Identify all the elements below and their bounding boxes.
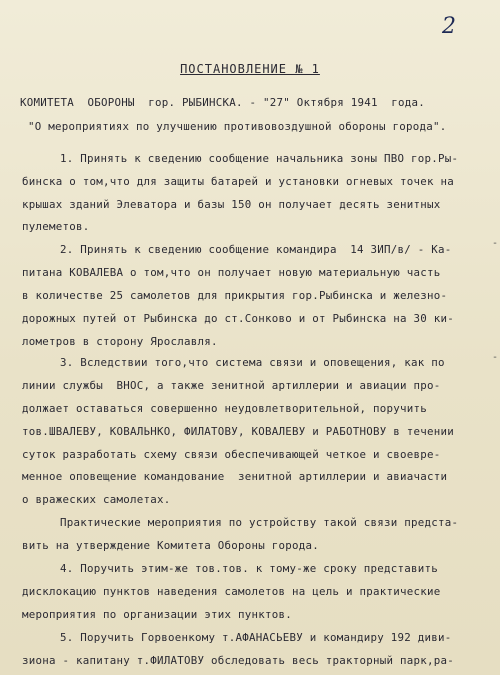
body-line: 1. Принять к сведению сообщение начальника зоны ПВО гор.Ры- xyxy=(60,152,459,165)
document-title: ПОСТАНОВЛЕНИЕ № 1 xyxy=(180,62,320,76)
body-line: 4. Поручить этим-же тов.тов. к тому-же сроку представить xyxy=(60,562,439,575)
margin-mark: - xyxy=(491,238,498,249)
body-line: крышах зданий Элеватора и базы 150 он получает десять зенитных xyxy=(22,198,441,211)
header-subject-line: "О мероприятиях по улучшению противовоздушной обороны города". xyxy=(28,120,447,133)
body-line: менное оповещение командование зенитной артиллерии и авиачасти xyxy=(22,470,448,483)
body-line: тов.ШВАЛЕВУ, КОВАЛЬНКО, ФИЛАТОВУ, КОВАЛЕВУ и РАБОТНОВУ в течении xyxy=(22,425,455,438)
body-line: 2. Принять к сведению сообщение командира 14 ЗИП/в/ - Ка- xyxy=(60,243,452,256)
body-line: Практические мероприятия по устройству такой связи предста- xyxy=(60,516,459,529)
body-line: бинска о том,что для защиты батарей и установки огневых точек на xyxy=(22,175,455,188)
body-line: мероприятия по организации этих пунктов. xyxy=(22,608,293,621)
body-line: питана КОВАЛЕВА о том,что он получает новую материальную часть xyxy=(22,266,441,279)
margin-mark: - xyxy=(491,352,498,363)
body-line: лометров в сторону Ярославля. xyxy=(22,335,218,348)
header-committee-line: КОМИТЕТА ОБОРОНЫ гор. РЫБИНСКА. - "27" Октября 1941 года. xyxy=(20,96,426,109)
body-line: суток разработать схему связи обеспечивающей четкое и своевре- xyxy=(22,448,441,461)
body-line: в количестве 25 самолетов для прикрытия гор.Рыбинска и железно- xyxy=(22,289,448,302)
page-number: 2 xyxy=(442,14,456,39)
body-line: 5. Поручить Горвоенкому т.АФАНАСЬЕВУ и командиру 192 диви- xyxy=(60,631,452,644)
body-line: о вражеских самолетах. xyxy=(22,493,171,506)
body-line: должает оставаться совершенно неудовлетворительной, поручить xyxy=(22,402,428,415)
body-line: вить на утверждение Комитета Обороны города. xyxy=(22,539,320,552)
body-line: линии службы ВНОС, а также зенитной артиллерии и авиации про- xyxy=(22,379,441,392)
body-line: пулеметов. xyxy=(22,220,90,233)
body-line: дорожных путей от Рыбинска до ст.Сонково и от Рыбинска на 30 ки- xyxy=(22,312,455,325)
body-line: зиона - капитану т.ФИЛАТОВУ обследовать весь тракторный парк,ра- xyxy=(22,654,455,667)
body-line: 3. Вследствии того,что система связи и оповещения, как по xyxy=(60,356,445,369)
body-line: дисклокацию пунктов наведения самолетов на цель и практические xyxy=(22,585,441,598)
